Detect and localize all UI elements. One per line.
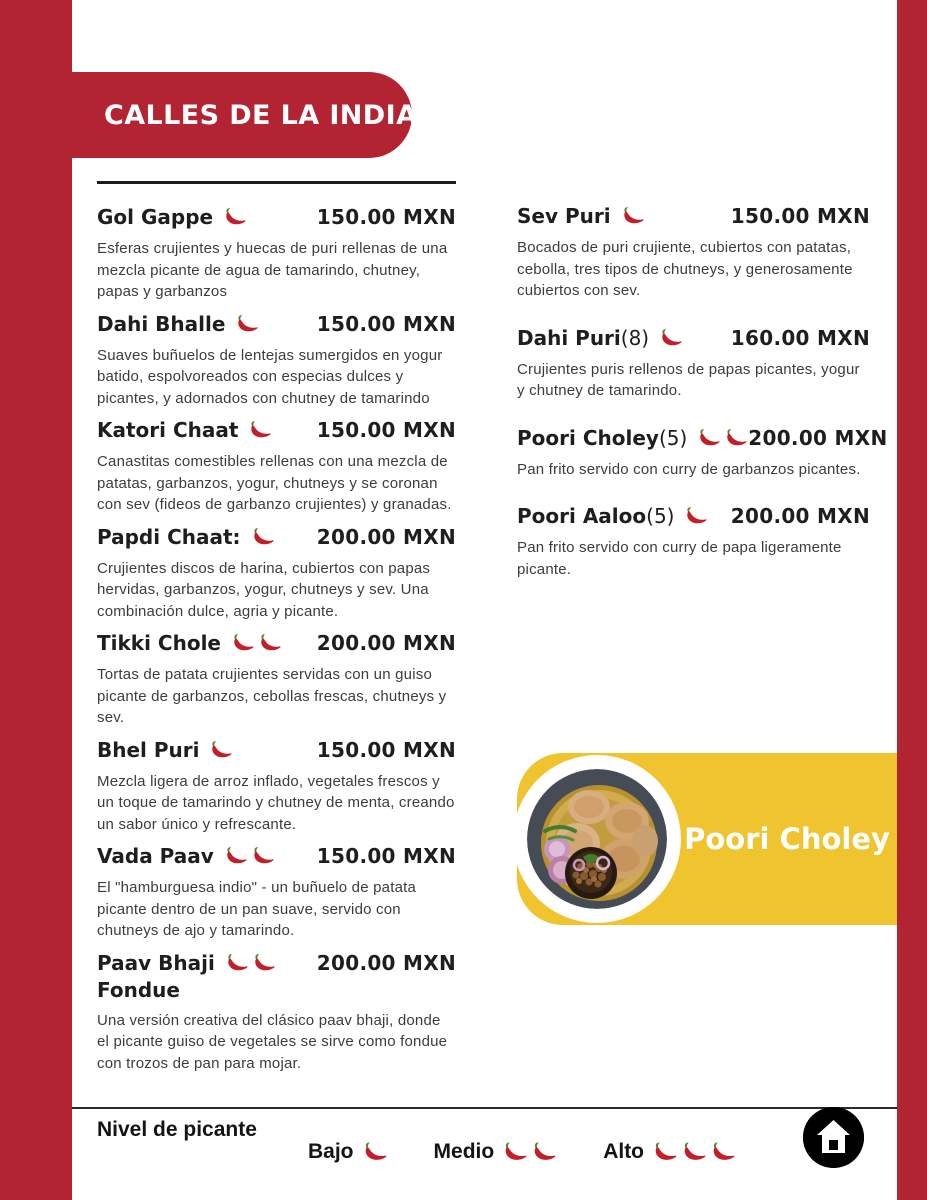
spice-level-label: Medio [433,1140,495,1163]
spice-legend-item [434,1140,558,1164]
dish-price: 200.00 MXN [316,631,456,655]
dish-price: 150.00 MXN [316,205,456,229]
menu-item [517,502,897,580]
dish-price: 150.00 MXN [730,204,870,228]
dish-description: Crujientes discos de harina, cubiertos con papas hervidas, garbanzos, yogur, chutneys y sev. Una combinación dulce, agria y picante. [97,559,431,620]
menu-item [517,324,897,402]
header-banner [0,72,418,158]
menu-column-left [97,168,456,1081]
dish-price: 200.00 MXN [316,524,456,549]
menu-list-left [97,203,456,1074]
dish-price: 150.00 MXN [316,737,456,762]
menu-item [97,523,456,623]
column-divider [97,181,456,184]
dish-price: 150.00 MXN [316,311,456,336]
menu-item [97,842,456,942]
menu-list-right [517,202,897,580]
spice-legend [308,1140,736,1164]
dish-description: Pan frito servido con curry de papa ligeramente picante. [517,539,842,578]
dish-name-text: Sev Puri [517,204,611,228]
spice-level-label: Alto [603,1140,645,1163]
menu-item-header [97,629,456,657]
menu-column-right [517,168,897,856]
dish-name-suffix: (5) [658,425,688,450]
menu-item-header [517,202,870,230]
dish-name-text: Papdi Chaat: [97,524,241,549]
spice-legend-title: Nivel de picante [97,1118,257,1141]
dish-name [97,310,259,338]
menu-item-header [517,324,870,352]
dish-photo [527,769,667,909]
dish-price: 150.00 MXN [316,418,456,442]
dish-name [517,502,708,530]
dish-name-text: Katori Chaat [97,418,239,442]
dish-photo-ring [513,755,681,923]
featured-dish-card [517,753,897,925]
chili-icon [359,1141,388,1163]
menu-item [97,416,456,516]
dish-name-text: Dahi Bhalle [97,311,226,336]
page-title: CALLES DE LA INDIA [104,99,418,131]
menu-item-header [97,949,456,977]
dish-description: Crujientes puris rellenos de papas picantes, yogur y chutney de tamarindo. [517,360,860,399]
chili-icon [618,206,645,226]
dish-name-suffix: (8) [620,325,650,350]
dish-name [97,842,275,870]
menu-item [517,202,897,302]
dish-description: El "hamburguesa indio" - un buñuelo de patata picante dentro de un pan suave, servido con chutneys de ajo y tamarindo. [97,879,417,939]
dish-description: Esferas crujientes y huecas de puri rellenas de una mezcla picante de agua de tamarindo, chutney, papas y garbanzos [97,240,448,300]
dish-description: Tortas de patata crujientes servidas con un guiso picante de garbanzos, cebollas frescas, chutneys y sev. [97,666,447,726]
menu-item-header [97,203,456,231]
dish-name [97,949,276,977]
home-icon [803,1107,864,1168]
dish-description: Suaves buñuelos de lentejas sumergidos en yogur batido, espolvoreados con especias dulces y picantes, y adornados con chutney de tamarindo [97,346,443,407]
dish-name [97,629,282,657]
chili-icon [222,953,276,973]
spice-legend-item [308,1140,388,1164]
dish-name [517,324,683,352]
dish-name [97,203,247,231]
chili-icon [221,846,275,866]
right-accent-strip [897,0,927,1200]
dish-price: 200.00 MXN [730,504,870,528]
dish-name [97,416,272,444]
dish-name [517,202,645,230]
dish-name [97,523,275,551]
dish-name-text: Bhel Puri [97,737,200,762]
menu-item-header [97,842,456,870]
footer-divider [72,1107,897,1109]
dish-name [97,736,233,764]
home-button[interactable] [803,1107,864,1168]
chili-icon [245,420,272,440]
chili-icon [206,740,233,760]
dish-description: Canastitas comestibles rellenas con una mezcla de patatas, garbanzos, yogur, chutneys y se coronan con sev (fideos de garbanzo crujientes) y granadas. [97,453,452,513]
chili-icon [681,506,708,526]
spice-legend-item [603,1140,736,1164]
menu-item-header [97,416,456,444]
dish-name-text: Gol Gappe [97,205,214,229]
spice-level-label: Bajo [308,1140,354,1163]
menu-item-header [97,310,456,338]
chili-icon [649,1141,736,1163]
chili-icon [228,633,282,653]
chili-icon [220,207,247,227]
menu-item-header [97,736,456,764]
menu-item [97,949,456,1075]
dish-description: Mezcla ligera de arroz inflado, vegetales frescos y un toque de tamarindo y chutney de menta, creando un sabor único y refrescante. [97,772,455,833]
dish-price: 200.00 MXN [748,425,888,450]
dish-name-suffix: (5) [646,504,675,528]
dish-name-text: Poori Aaloo [517,504,647,528]
menu-item-header [517,502,870,530]
dish-name-text: Paav Bhaji [97,950,215,975]
dish-price: 160.00 MXN [730,325,870,350]
dish-description: Bocados de puri crujiente, cubiertos con patatas, cebolla, tres tipos de chutneys, y generosamente cubiertos con sev. [517,239,853,299]
left-accent-strip [0,0,72,1200]
dish-name [517,424,748,452]
menu-item [97,310,456,410]
chili-icon [656,328,683,348]
menu-item [97,629,456,729]
chili-icon [499,1141,557,1163]
menu-item-header [517,424,888,452]
dish-price: 200.00 MXN [316,950,456,975]
dish-name-line2: Fondue [97,977,180,1002]
featured-dish-title: Poori Choley [684,822,890,856]
dish-price: 150.00 MXN [316,844,456,868]
dish-name-text: Dahi Puri [517,325,621,350]
chili-icon [694,428,748,448]
chili-icon [248,527,275,547]
dish-description: Una versión creativa del clásico paav bhaji, donde el picante guiso de vegetales se sirve como fondue con trozos de pan para mojar. [97,1011,448,1072]
dish-name-text: Tikki Chole [97,631,221,655]
dish-name-text: Vada Paav [97,844,214,868]
menu-item [517,424,897,481]
menu-item-header [97,523,456,551]
menu-item [97,736,456,836]
chili-icon [232,314,259,334]
dish-name-text: Poori Choley [517,425,659,450]
menu-item [97,203,456,303]
dish-description: Pan frito servido con curry de garbanzos picantes. [517,460,861,478]
